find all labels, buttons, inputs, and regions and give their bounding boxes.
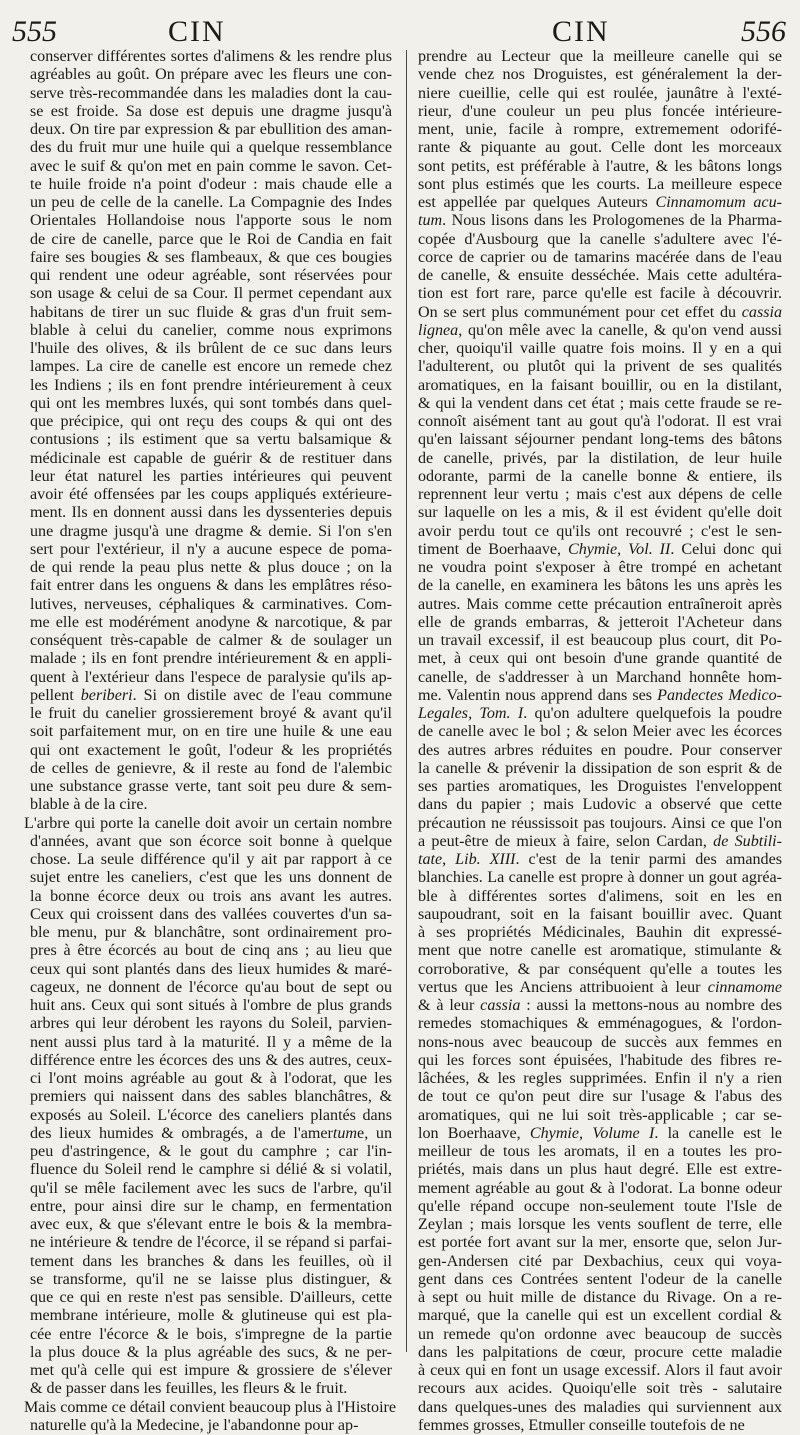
text-line: On se sert plus communément pour cet effet du cassia <box>418 303 782 321</box>
text-line: huit ans. Ceux qui sont situés à l'ombre de plus grands <box>30 997 392 1014</box>
text-line: ble à différentes sortes d'alimens, soit en les en <box>418 887 782 905</box>
text-line: nons-nous avec beaucoup de succès aux femmes en <box>418 1033 782 1051</box>
text-line: agréables au goût. On prépare avec les fleurs une con- <box>30 66 392 84</box>
text-line: contusions ; ils estiment que sa vertu balsamique & <box>30 431 392 449</box>
text-line: que précipice, qui ont reçu des coups & qui ont des <box>30 413 392 430</box>
text-line: avec le suif & qu'on met en pain comme le savon. Cet- <box>30 157 392 175</box>
text-line: avoir perdu tout ce qu'ils ont recouvré ; c'est le sen- <box>418 522 782 540</box>
text-line: blanchies. La canelle est propre à donner un gout agréa- <box>418 869 782 887</box>
text-line: est portée fort avant sur la mer, ensorte que, selon Jur- <box>418 1234 782 1252</box>
text-line: qu'elle répand occupe non-seulement toute l'Isle de <box>418 1197 782 1215</box>
text-line: de canelle avec le bol ; & selon Meier avec les écorces <box>418 723 782 741</box>
text-line: femmes grosses, Etmuller conseille toutefois de ne <box>418 1416 745 1434</box>
text-line: pellent beriberi. Si on distile avec de l'eau commune <box>30 686 392 704</box>
text-line: un remede qu'on ordonne avec beaucoup de succès <box>418 1325 782 1343</box>
text-line: vertus que les Anciens attribuoient à leur cinnamome <box>418 978 782 996</box>
text-line: prendre au Lecteur que la meilleure canelle qui se <box>418 48 782 65</box>
text-line: chose. La seule différence qu'il y ait par rapport à ce <box>30 851 392 868</box>
text-line: lignea, qu'on mêle avec la canelle, & qu'on vend aussi <box>418 321 782 339</box>
text-line: naturelle qu'à la Medecine, je l'abandonne pour ap- <box>30 1416 359 1434</box>
text-line: qui ont les membres luxés, qui sont tombés dans quel- <box>30 394 392 412</box>
text-line: met, à ceux qui ont besoin d'une grande quantité de <box>418 650 782 668</box>
text-line: lon Boerhaave, Chymie, Volume I. la canelle est le <box>418 1124 782 1142</box>
text-line: fait entrer dans les onguens & dans les emplâtres réso- <box>30 577 392 595</box>
text-line: cher, quoiqu'il vaille quatre fois moins. Il y en a qui <box>418 340 782 357</box>
text-line: de canelle, privés, par la distilation, de leur huile <box>418 449 782 467</box>
text-line: vende chez nos Droguistes, est généralement la der- <box>418 66 782 84</box>
right-text-column <box>418 48 783 1434</box>
text-line: sujet entre les caneliers, c'est que les uns donnent de <box>30 869 392 887</box>
text-line: L'arbre qui porte la canelle doit avoir un certain nombre <box>24 814 392 832</box>
text-line: Zeylan ; mais lorsque les vents souflent de terre, elle <box>418 1216 782 1233</box>
text-line: de cire de canelle, parce que le Roi de Candia en fait <box>30 230 392 248</box>
text-line: la plus douce & la plus agréable des sucs, & ne per- <box>30 1343 392 1361</box>
text-line: exposés au Soleil. L'écorce des caneliers plantés dans <box>30 1106 392 1124</box>
text-line: de tout ce qu'on peut dire sur l'usage & l'abus des <box>418 1088 782 1106</box>
text-line: la bonne écorce deux ou trois ans avant les autres. <box>30 887 392 905</box>
text-line: blable à celui du canelier, comme nous exprimons <box>30 321 392 339</box>
text-line: aromatiques, qui ne lui soit très-applicable ; car se- <box>418 1106 782 1124</box>
text-line: sert pour l'extérieur, il n'y a aucune espece de poma- <box>30 540 392 558</box>
text-line: l'adulterent, ou plutôt qui la privent de ses qualités <box>418 358 782 376</box>
text-line: nent aussi plus tard à la maturité. Il y a même de la <box>30 1033 392 1051</box>
text-line: d'années, avant que son écorce soit bonne à quelque <box>30 832 392 850</box>
text-line: aromatiques, en la faisant bouillir, ou en la distilant, <box>418 376 782 394</box>
right-running-headword: CIN <box>552 15 610 48</box>
text-line: Orientales Hollandoise nous l'apporte sous le nom <box>30 212 392 230</box>
text-line: lâchées, & les regles supprimées. Enfin il n'y a rien <box>418 1070 782 1087</box>
text-line: faire ses bougies & ses flambeaux, & que ces bougies <box>30 248 392 266</box>
text-line: meilleur de tous les aromats, il en a toutes les pro- <box>418 1143 782 1160</box>
text-line: un peu de celle de la canelle. La Compagnie des Indes <box>30 194 392 211</box>
text-line: copée d'Ausbourg que la canelle s'adultere avec l'é- <box>418 230 782 248</box>
text-line: une dragme jusqu'à une dragme & demie. Si l'on s'en <box>30 522 392 540</box>
text-line: ci l'ont moins agréable au gout & à l'odorat, que les <box>30 1070 392 1087</box>
text-line: membrane intérieure, molle & glutineuse qui est pla- <box>30 1307 392 1325</box>
text-line: dans du papier ; mais Ludovic a observé que cette <box>418 796 782 814</box>
text-line: est appellée par quelques Auteurs Cinnamomum acu- <box>418 194 782 211</box>
text-line: les Indiens ; ils en font prendre intérieurement à ceux <box>30 376 392 394</box>
text-line: me elle est modérément anodyne & narcotique, & par <box>30 613 392 631</box>
text-line: ble menu, pur & blanchâtre, sont ordinairement pro- <box>30 924 392 941</box>
text-line: Legales, Tom. I. qu'on adultere quelquefois la poudre <box>418 705 782 722</box>
text-line: leur état naturel les parties intérieures qui peuvent <box>30 467 392 485</box>
text-line: dans quelques-unes des maladies qui surviennent aux <box>418 1398 782 1416</box>
text-line: soit parfaitement mur, on en tire une huile & une eau <box>30 723 392 741</box>
text-line: tum. Nous lisons dans les Prologomenes de la Pharma- <box>418 212 782 230</box>
text-line: avec eux, & que s'élevant entre le bois & la membra- <box>30 1216 392 1233</box>
text-line: de canelle, & ensuite desséchée. Mais cette adultéra- <box>418 267 782 284</box>
text-line: lutives, nerveuses, céphaliques & carminatives. Com- <box>30 595 392 613</box>
text-line: met qu'à celle qui est impure & grossiere de s'élever <box>30 1362 392 1379</box>
text-line: ment que notre canelle est aromatique, stimulante & <box>418 942 782 960</box>
text-line: qui les forces sont épuisées, l'habitude des fibres re- <box>418 1051 782 1069</box>
text-line: mement agréable au gout & à l'odorat. La bonne odeur <box>418 1179 782 1197</box>
text-line: te huile froide n'a point d'odeur : mais chaude elle a <box>30 175 392 193</box>
text-line: qui ont exactement le goût, l'odeur & les propriétés <box>30 741 392 759</box>
text-line: sur laquelle on les a mis, & il est évident qu'elle doit <box>418 504 782 522</box>
text-line: Ceux qui croissent dans des vallées couvertes d'un sa- <box>30 905 392 923</box>
left-running-headword: CIN <box>168 15 226 48</box>
text-line: qu'il se mêle facilement avec les sucs de l'arbre, qu'il <box>30 1179 392 1197</box>
text-line: son usage & celui de sa Cour. Il permet cependant aux <box>30 285 392 303</box>
text-line: & qui la vendent dans cet état ; mais cette fraude se re- <box>418 394 782 412</box>
text-line: rante & piquante au gout. Celle dont les morceaux <box>418 139 782 157</box>
text-line: Mais comme ce détail convient beaucoup plus à l'Histoire <box>24 1398 397 1416</box>
left-page-number: 555 <box>12 15 57 48</box>
text-line: premiers qui naissent dans des sables blanchâtres, & <box>30 1088 392 1106</box>
text-line: ne voudra point s'exposer à être trompé en achetant <box>418 559 782 576</box>
text-line: recours aux acides. Quoiqu'elle soit très - salutaire <box>418 1380 782 1398</box>
text-line: reprennent leur vertu ; mais c'est aux dépens de celle <box>418 486 782 503</box>
text-line: blable à de la cire. <box>30 796 148 814</box>
text-line: rieur, d'une couleur un peu plus foncée intérieure- <box>418 102 782 120</box>
text-line: conserver différentes sortes d'alimens & les rendre plus <box>30 48 392 65</box>
text-line: des du fruit mur une huile qui a quelque ressemblance <box>30 139 392 157</box>
text-line: tion est fort rare, parce qu'elle est facile à découvrir. <box>418 285 782 303</box>
text-line: médicinale est capable de guérir & de restituer dans <box>30 449 392 467</box>
column-divider-rule <box>406 50 407 1352</box>
text-line: connoît aisément tant au gout qu'à l'odorat. Il est vrai <box>418 413 782 430</box>
text-line: arbres qui leur dérobent les rayons du Soleil, parvien- <box>30 1015 392 1033</box>
text-line: à ceux qui en font un usage excessif. Alors il faut avoir <box>418 1362 782 1379</box>
text-line: à sept ou huit mille de distance du Rivage. On a re- <box>418 1289 782 1306</box>
text-line: que ce qui en reste n'est pas sensible. D'ailleurs, cette <box>30 1289 392 1306</box>
text-line: timent de Boerhaave, Chymie, Vol. II. Celui donc qui <box>418 540 782 558</box>
text-line: corroborative, & par conséquent qu'elle a toutes les <box>418 960 782 978</box>
text-line: corce de caprier ou de tamarins macérée dans de l'eau <box>418 248 782 266</box>
text-line: tement dans les branches & dans les feuilles, où il <box>30 1252 392 1270</box>
text-line: ment, unie, facile à rompre, extremement odorifé- <box>418 121 782 138</box>
text-line: canelle, de s'addresser à un Marchand honnête hom- <box>418 668 782 686</box>
text-line: l'huile des olives, & ils brûlent de ce suc dans leurs <box>30 340 392 357</box>
text-line: des lieux humides & ombragés, a de l'amertume, un <box>30 1124 392 1142</box>
text-line: sont petits, est préférable à l'autre, & les bâtons longs <box>418 157 782 175</box>
text-line: lampes. La cire de canelle est encore un remede chez <box>30 358 392 376</box>
text-line: serve très-recommandée dans les maladies dont la cau- <box>30 84 392 102</box>
text-line: tate, Lib. XIII. c'est de la tenir parmi des amandes <box>418 851 783 868</box>
text-line: de qui rende la peau plus nette & plus douce ; on la <box>30 559 392 576</box>
text-line: cageux, ne donnent de l'écorce qu'au bout de sept ou <box>30 978 392 996</box>
text-line: se est froide. Sa dose est depuis une dragme jusqu'à <box>30 102 392 120</box>
text-line: se transforme, qu'il ne se laisse plus distinguer, & <box>30 1270 392 1288</box>
text-line: odorante, parmi de la canelle bonne & entiere, ils <box>418 467 782 485</box>
text-line: niere cueillie, celle qui est roulée, jaunâtre à l'exté- <box>418 84 782 102</box>
text-line: deux. On tire par expression & par ebullition des aman- <box>30 121 392 138</box>
text-line: cée entre l'écorce & le bois, s'impregne de la partie <box>30 1325 392 1343</box>
text-line: a peut-être de mieux à faire, selon Cardan, de Subtili- <box>418 832 783 850</box>
text-line: de celles de genievre, & il reste au fond de l'alembic <box>30 759 392 777</box>
text-line: fluence du Soleil rend le camphre si délié & si volatil, <box>30 1161 392 1179</box>
text-line: remedes stomachiques & emménagogues, & l'ordon- <box>418 1015 782 1033</box>
left-text-column <box>24 48 397 1434</box>
text-line: entre, pour ainsi dire sur le champ, en fermentation <box>30 1197 392 1215</box>
text-line: des autres arbres réduites en poudre. Pour conserver <box>418 741 782 759</box>
text-line: saupoudrant, soit en la faisant bouillir avec. Quant <box>418 905 782 923</box>
text-line: conséquent très-capable de calmer & de soulager un <box>30 632 392 649</box>
text-line: quent à l'extérieur dans l'espece de paralysie qu'ils ap- <box>30 668 392 686</box>
text-line: ses parties aromatiques, les Droguistes l'enveloppent <box>418 778 782 795</box>
text-line: ceux qui sont plantés dans des lieux humides & maré- <box>30 960 392 978</box>
text-line: ne intérieure & tendre de l'écorce, il se répand si parfai- <box>30 1234 392 1252</box>
text-line: elle de grands embarras, & jetteroit l'Acheteur dans <box>418 613 782 631</box>
text-line: malade ; ils en font prendre intérieurement & en appli- <box>30 650 392 668</box>
text-line: de la canelle, en examinera les bâtons les uns après les <box>418 577 782 595</box>
text-line: marqué, que la canelle qui est un excellent cordial & <box>418 1307 782 1325</box>
text-line: à ses propriétés Médicinales, Bauhin dit expressé- <box>418 924 782 941</box>
text-line: sont plus estimés que les courts. La meilleure espece <box>418 175 782 193</box>
text-line: différence entre les écorces des uns & des autres, ceux- <box>30 1051 392 1069</box>
right-page-number: 556 <box>741 15 786 48</box>
text-line: la canelle & prévenir la dissipation de son esprit & de <box>418 759 782 777</box>
text-line: gen-Andersen cité par Dexbachius, ceux qui voya- <box>418 1252 782 1270</box>
text-line: dans les palpitations de cœur, procure cette maladie <box>418 1343 782 1361</box>
text-line: gent dans ces Contrées sentent l'odeur de la canelle <box>418 1270 782 1288</box>
text-line: & à leur cassia : aussi la mettons-nous au nombre des <box>418 997 782 1014</box>
text-line: une substance grasse verte, tant soit peu dure & sem- <box>30 778 392 795</box>
text-line: peu d'astringence, & le gout du camphre ; car l'in- <box>30 1143 392 1160</box>
text-line: précaution ne réussissoit pas toujours. Ainsi ce que l'on <box>418 814 782 832</box>
text-line: qu'en laissant séjourner pendant long-tems des bâtons <box>418 431 782 449</box>
text-line: le fruit du canelier grossierement broyé & avant qu'il <box>30 705 392 722</box>
text-line: priétés, mais dans un plus haut degré. Elle est extre- <box>418 1161 782 1179</box>
text-line: habitans de tirer un suc fluide & gras d'un fruit sem- <box>30 303 392 321</box>
text-line: avoir été offensées par les coups appliqués extérieure- <box>30 486 392 503</box>
text-line: autres. Mais comme cette précaution entraîneroit après <box>418 595 782 613</box>
text-line: qui rendent une odeur agréable, sont réservées pour <box>30 267 392 284</box>
text-line: pres à être écorcés au bout de cinq ans ; au lieu que <box>30 942 392 960</box>
text-line: un travail excessif, il est beaucoup plus court, dit Po- <box>418 632 782 649</box>
text-line: & de passer dans les feuilles, les fleurs & le fruit. <box>30 1380 348 1398</box>
text-line: me. Valentin nous apprend dans ses Pandectes Medico- <box>418 686 782 704</box>
text-line: ment. Ils en donnent aussi dans les dyssenteries depuis <box>30 504 392 522</box>
